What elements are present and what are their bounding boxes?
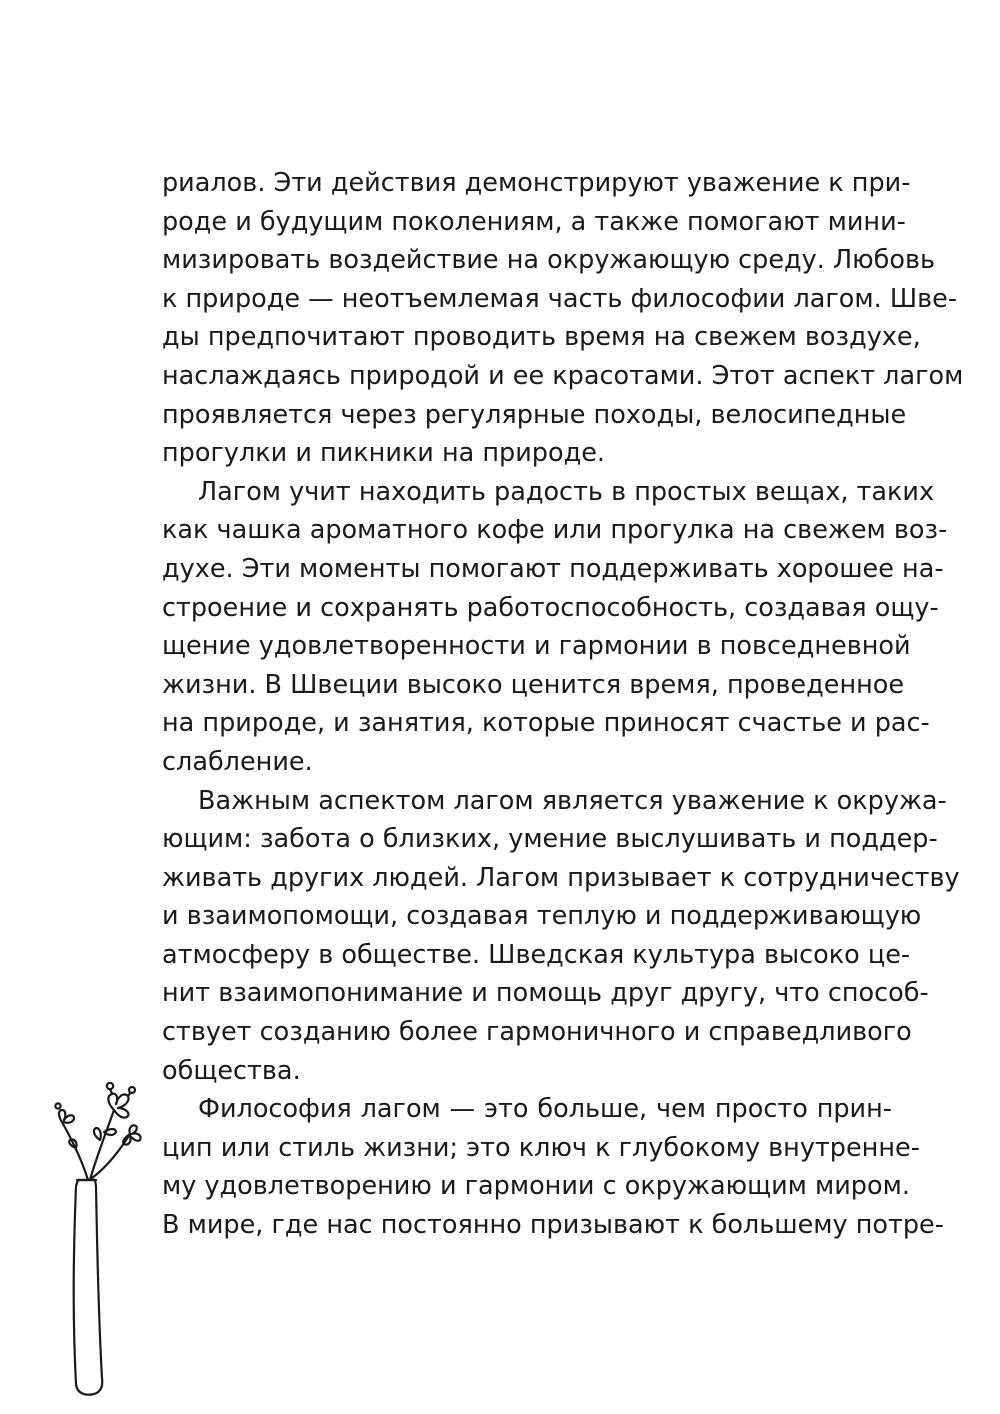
text-line: проявляется через регулярные походы, велосипедные (162, 399, 907, 430)
leaf (104, 1129, 116, 1135)
stem (62, 1122, 88, 1180)
text-line: наслаждаясь природой и ее красотами. Этот аспект лагом (162, 360, 964, 391)
flower-petal (114, 1108, 128, 1118)
text-line: и взаимопомощи, создавая теплую и поддерживающую (162, 901, 922, 932)
text-line: общества. (162, 1055, 301, 1086)
text-line: духе. Эти моменты помогают поддерживать хорошее на- (162, 553, 944, 584)
text-line: живать других людей. Лагом призывает к сотрудничеству (162, 862, 960, 893)
vase-outline (74, 1180, 103, 1395)
text-line: Философия лагом — это больше, чем просто прин- (198, 1094, 892, 1125)
text-line: атмосферу в обществе. Шведская культура высоко це- (162, 939, 911, 970)
text-line: нит взаимопонимание и помощь друг другу, что способ- (162, 978, 929, 1009)
text-line: ды предпочитают проводить время на свежем воздухе, (162, 322, 921, 353)
text-line: цип или стиль жизни; это ключ к глубокому внутренне- (162, 1132, 920, 1163)
text-line: роде и будущим поколениям, а также помогают мини- (162, 206, 906, 237)
text-line: строение и сохранять работоспособность, создавая ощу- (162, 592, 939, 623)
text-line: Важным аспектом лагом является уважение к окружа- (198, 785, 947, 816)
text-line: к природе — неотъемлемая часть философии лагом. Шве- (162, 283, 958, 314)
text-line: слабление. (162, 746, 313, 777)
flower-bud (55, 1103, 60, 1108)
paragraph-3 (162, 782, 960, 1091)
vase-with-flowers-icon (50, 1078, 160, 1398)
paragraph-1 (162, 164, 964, 473)
bud-stem (128, 1093, 132, 1096)
paragraph-4 (162, 1090, 944, 1244)
text-line: на природе, и занятия, которые приносят счастье и рас- (162, 708, 930, 739)
text-line: как чашка ароматного кофе или прогулка на свежем воз- (162, 515, 948, 546)
text-line: Лагом учит находить радость в простых вещах, таких (198, 476, 935, 507)
text-line: В мире, где нас постоянно призывают к большему потре- (162, 1210, 944, 1241)
leaf (94, 1128, 101, 1140)
text-line: щение удовлетворенности и гармонии в повседневной (162, 631, 911, 662)
text-line: риалов. Эти действия демонстрируют уважение к при- (162, 168, 911, 198)
paragraph-2 (162, 473, 948, 782)
text-line: прогулки и пикники на природе. (162, 438, 606, 469)
text-line: му удовлетворению и гармонии с окружающим миром. (162, 1171, 910, 1202)
text-line: ющим: забота о близких, умение выслушивать и поддер- (162, 824, 938, 855)
text-line: ствует созданию более гармоничного и справедливого (162, 1017, 912, 1048)
body-text (162, 164, 964, 1245)
text-line: жизни. В Швеции высоко ценится время, проведенное (162, 669, 905, 700)
text-line: мизировать воздействие на окружающую среду. Любовь (162, 245, 936, 276)
